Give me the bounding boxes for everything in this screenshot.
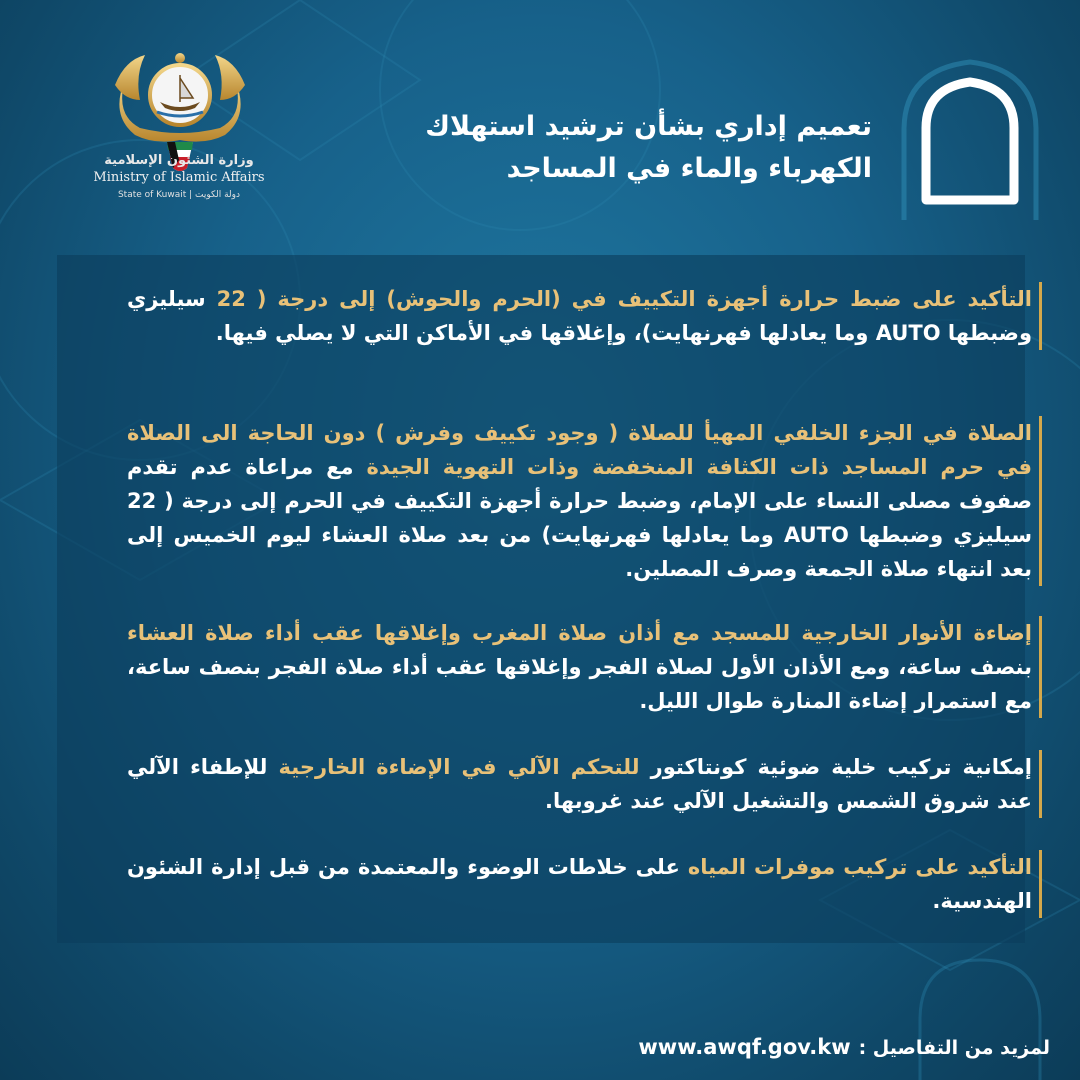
item-4-highlight: للتحكم الآلي في الإضاءة الخارجية	[278, 755, 640, 779]
title-line-2: الكهرباء والماء في المساجد	[506, 153, 872, 184]
item-3-text: بنصف ساعة، ومع الأذان الأول لصلاة الفجر وإغلاقها عقب أداء صلاة الفجر بنصف ساعة، مع استمرار إضاءة المنارة طوال الليل.	[127, 655, 1032, 713]
kuwait-emblem-icon	[95, 40, 265, 215]
page-title	[352, 106, 872, 190]
footer	[638, 1035, 1050, 1059]
item-5-highlight: التأكيد على تركيب موفرات المياه	[687, 855, 1032, 879]
item-2-text: مع مراعاة عدم تقدم صفوف مصلى النساء على الإمام، وضبط حرارة أجهزة التكييف في الحرم إلى درجة ( 22 سيليزي وضبطها AUTO وما يعادلها فهرنهايت) من بعد صلاة العشاء ليوم الخميس إلى بعد انتهاء صلاة الجمعة وصرف المصلين.	[127, 455, 1032, 581]
logo-state-line	[84, 190, 274, 200]
list-item-ac-temperature	[127, 282, 1042, 350]
list-item-water-savers	[127, 850, 1042, 918]
logo-state-divider: |	[189, 190, 196, 200]
item-1-text: سيليزي وضبطها AUTO وما يعادلها فهرنهايت)، وإغلاقها في الأماكن التي لا يصلي فيها.	[127, 287, 1032, 345]
logo-english-name: Ministry of Islamic Affairs	[93, 170, 265, 185]
item-1-highlight: التأكيد على ضبط حرارة أجهزة التكييف في (الحرم والحوش) إلى درجة ( 22	[216, 287, 1032, 311]
item-4-text: للإطفاء الآلي عند شروق الشمس والتشغيل الآلي عند غروبها.	[127, 755, 1032, 813]
footer-url-link[interactable]: www.awqf.gov.kw	[638, 1035, 851, 1059]
logo-arabic-name: وزارة الشئون الإسلامية	[104, 153, 254, 168]
content-panel	[57, 255, 1025, 943]
title-line-1: تعميم إداري بشأن ترشيد استهلاك	[425, 111, 872, 142]
item-2-highlight: الصلاة في الجزء الخلفي المهيأ للصلاة ( وجود تكييف وفرش ) دون الحاجة الى الصلاة في حرم المساجد ذات الكثافة المنخفضة وذات التهوية الجيدة	[127, 421, 1032, 479]
list-item-external-lights	[127, 616, 1042, 718]
item-5-text: على خلاطات الوضوء والمعتمدة من قبل إدارة الشئون الهندسية.	[127, 855, 1032, 913]
arch-outline-icon	[890, 50, 1050, 220]
item-3-highlight: إضاءة الأنوار الخارجية للمسجد مع أذان صلاة المغرب وإغلاقها عقب أداء صلاة العشاء	[127, 621, 1032, 645]
list-item-light-sensor	[127, 750, 1042, 818]
logo-state-en: State of Kuwait	[117, 190, 187, 200]
item-4-lead: إمكانية تركيب خلية ضوئية كونتاكتور	[639, 755, 1032, 779]
list-item-prayer-area	[127, 416, 1042, 586]
footer-label: لمزيد من التفاصيل :	[858, 1037, 1050, 1059]
logo-state-ar: دولة الكويت	[195, 190, 241, 200]
